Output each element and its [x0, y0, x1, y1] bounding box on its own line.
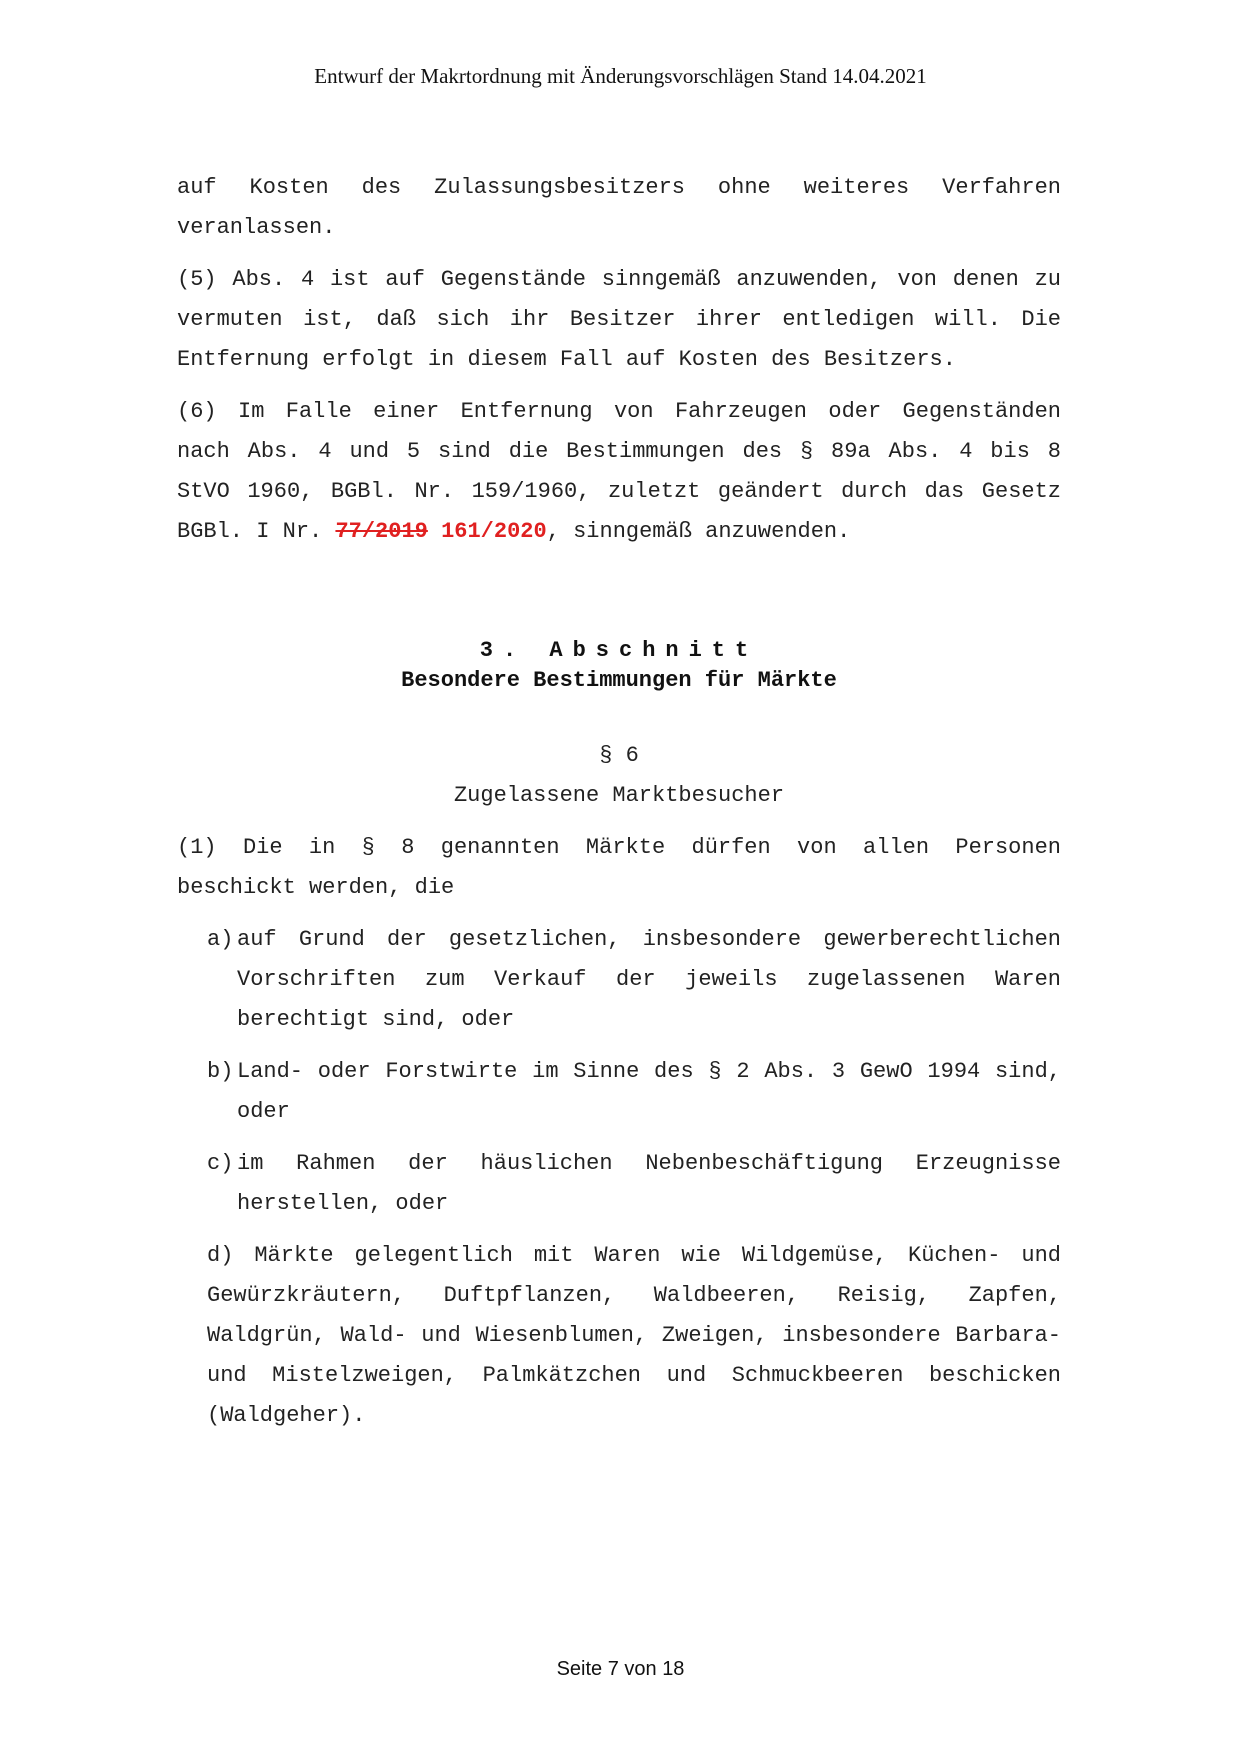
list-item-text: im Rahmen der häuslichen Nebenbeschäftigung Erzeugnisse herstellen, oder — [237, 1151, 1061, 1216]
document-header: Entwurf der Makrtordnung mit Änderungsvorschlägen Stand 14.04.2021 — [314, 64, 927, 88]
list-marker: a) — [207, 927, 234, 952]
list-item-c — [207, 1144, 1061, 1224]
list-item-text: auf Grund der gesetzlichen, insbesondere gewerberechtlichen Vorschriften zum Verkauf der jeweils zugelassenen Waren berechtigt sind, oder — [237, 927, 1061, 1032]
inserted-reference: 161/2020 — [441, 519, 547, 544]
list-item-a — [207, 920, 1061, 1040]
document-body — [177, 168, 1061, 1448]
paragraph-6-text-after: , sinngemäß anzuwenden. — [546, 519, 851, 544]
paragraph-intro: (1) Die in § 8 genannten Märkte dürfen von allen Personen beschickt werden, die — [177, 835, 1061, 900]
page-number: Seite 7 von 18 — [556, 1658, 685, 1680]
deleted-reference: 77/2019 — [335, 519, 428, 544]
paragraph-title: Zugelassene Marktbesucher — [453, 783, 785, 808]
continuation-paragraph: auf Kosten des Zulassungsbesitzers ohne weiteres Verfahren veranlassen. — [177, 175, 1061, 240]
list-item-text: Land- oder Forstwirte im Sinne des § 2 Abs. 3 GewO 1994 sind, oder — [237, 1059, 1061, 1124]
paragraph-6 — [177, 392, 1061, 552]
section-title: Besondere Bestimmungen für Märkte — [401, 668, 837, 693]
list-marker: c) — [207, 1151, 234, 1176]
paragraph-6-text-before: (6) Im Falle einer Entfernung von Fahrzeugen oder Gegenständen nach Abs. 4 und 5 sind die Bestimmungen des § 89a Abs. 4 bis 8 StVO 1960, BGBl. Nr. 159/1960, zuletzt geändert durch das Gesetz BGBl. I Nr. — [177, 399, 1061, 544]
paragraph-5: (5) Abs. 4 ist auf Gegenstände sinngemäß anzuwenden, von denen zu vermuten ist, daß sich ihr Besitzer ihrer entledigen will. Die Entfernung erfolgt in diesem Fall auf Kosten des Besitzers. — [177, 267, 1061, 372]
list-item-b — [207, 1052, 1061, 1132]
list-item-d: d) Märkte gelegentlich mit Waren wie Wildgemüse, Küchen- und Gewürzkräutern, Duftpflanzen, Waldbeeren, Reisig, Zapfen, Waldgrün, Wald- und Wiesenblumen, Zweigen, insbesondere Barbara- und Mistelzweigen, Palmkätzchen und Schmuckbeeren beschicken (Waldgeher). — [207, 1243, 1061, 1428]
section-spacer — [177, 564, 1061, 636]
list-marker: b) — [207, 1059, 234, 1084]
paragraph-symbol-number: § 6 — [599, 743, 639, 768]
section-number: 3. Abschnitt — [479, 638, 759, 663]
